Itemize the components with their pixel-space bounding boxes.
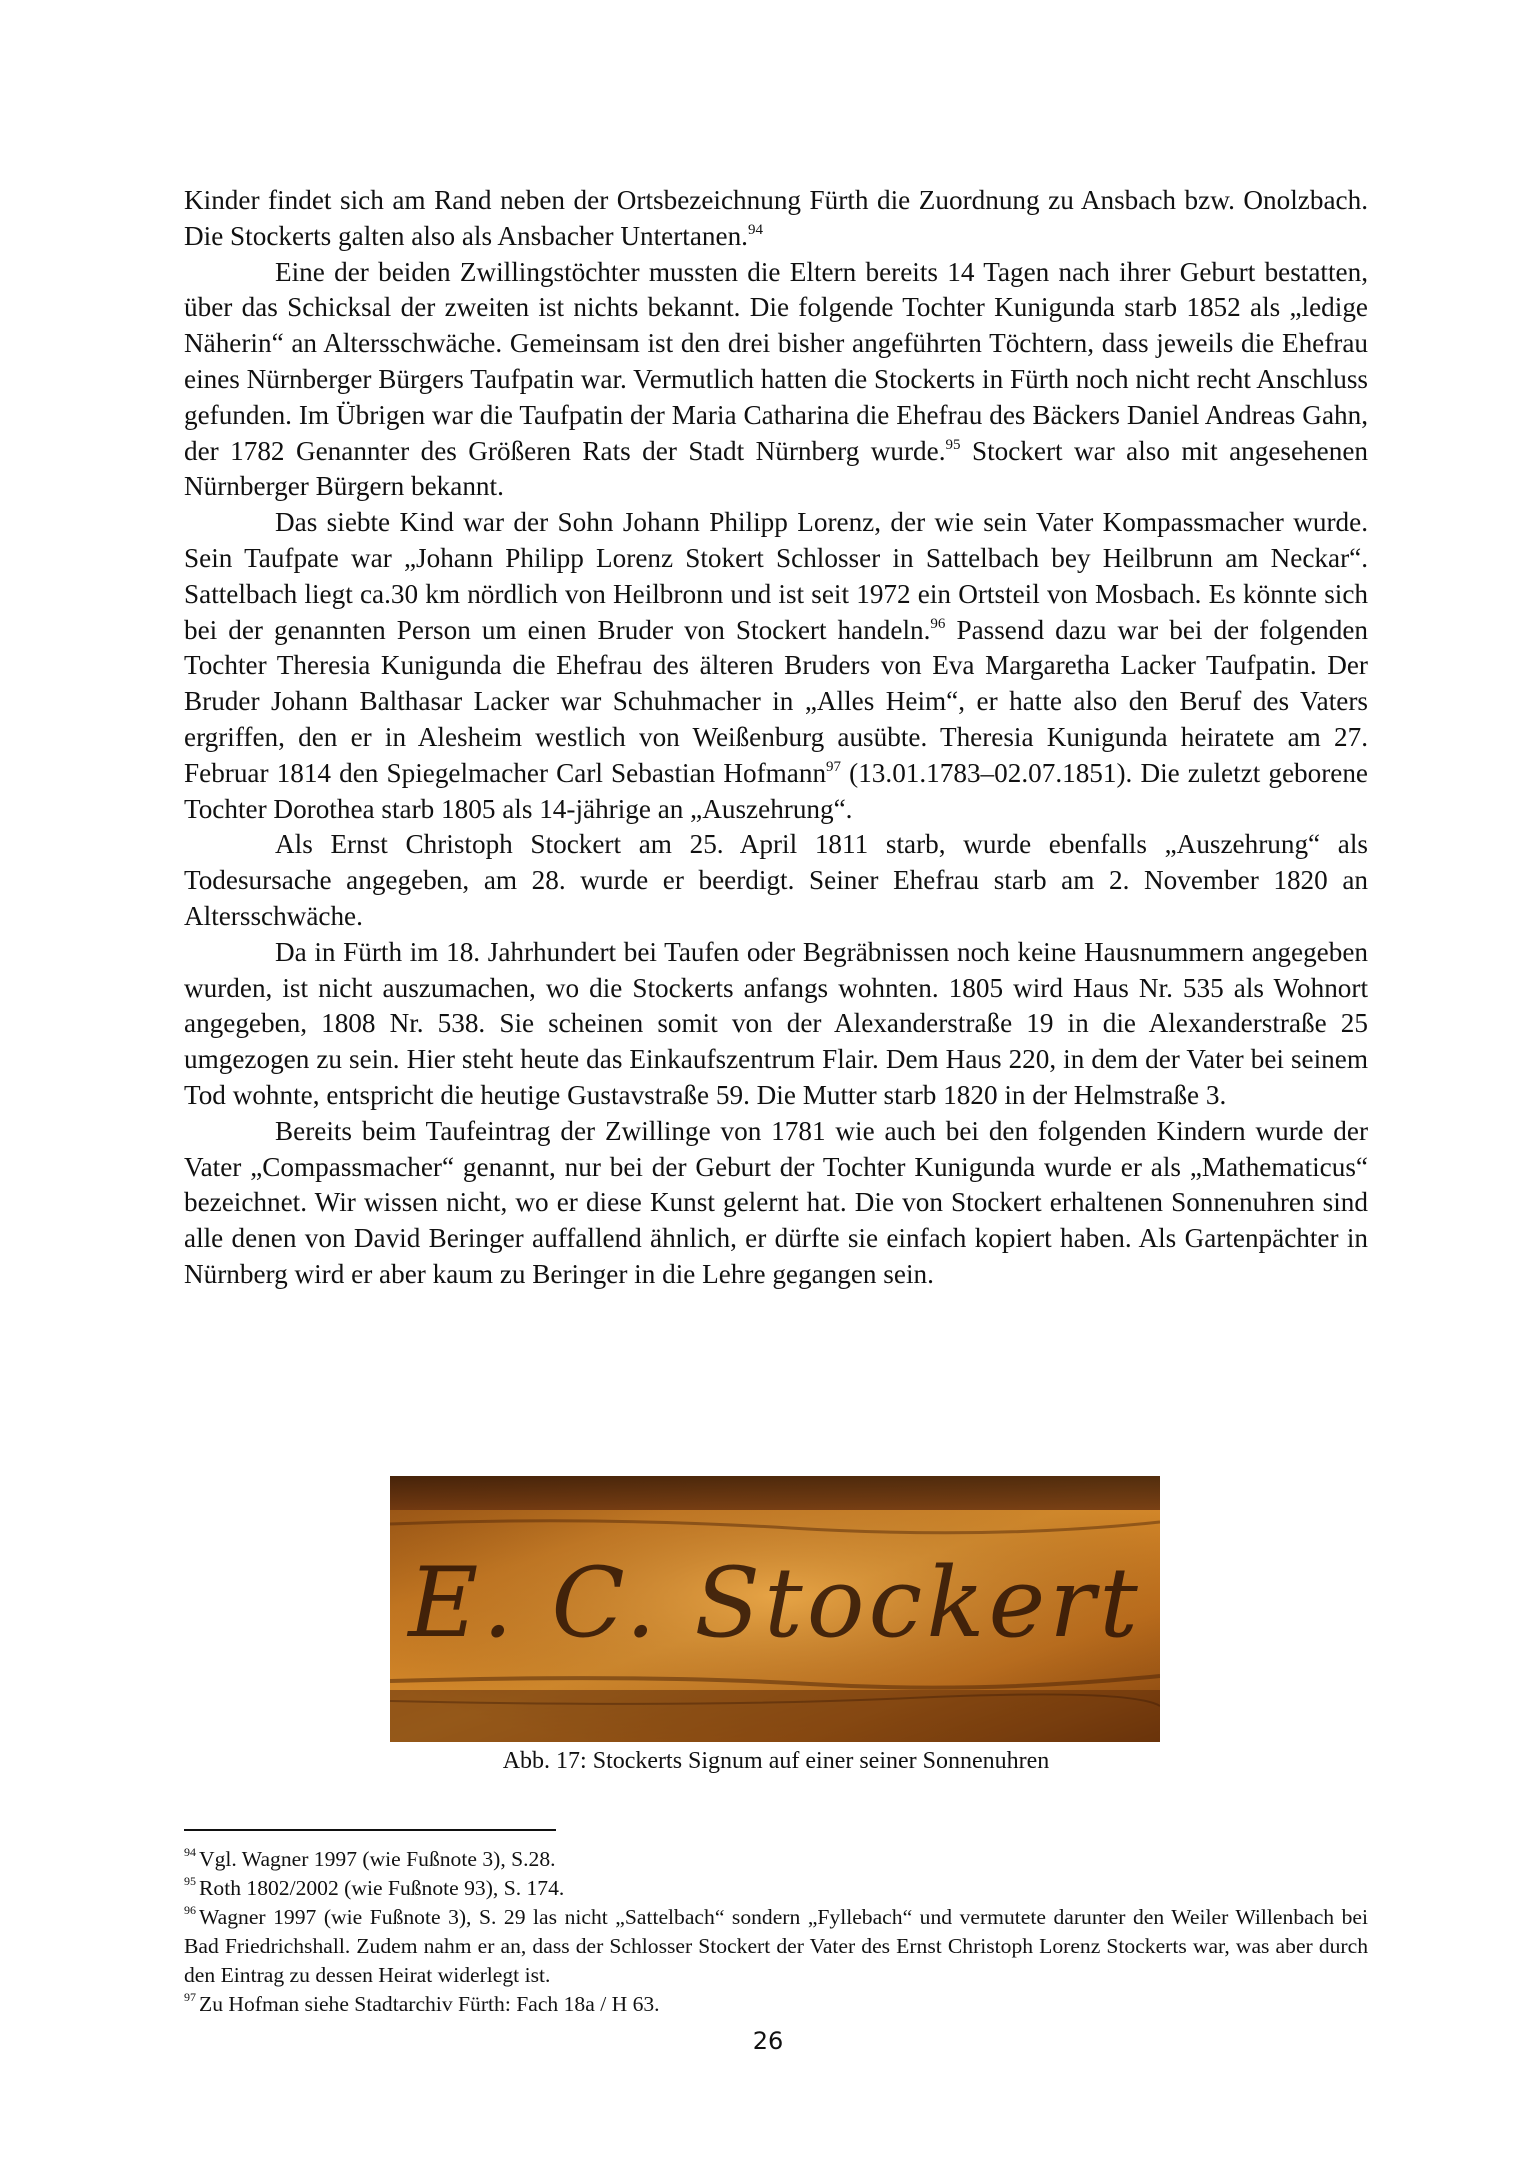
paragraph-text: Eine der beiden Zwillingstöchter mussten die Eltern bereits 14 Tagen nach ihrer Geburt bestatten, über das Schicksal der zweiten ist nichts bekannt. Die folgende Tochter Kunigunda starb 1852 als „ledige Näherin“ an Altersschwäche. Gemeinsam ist den drei bisher angeführten Töchtern, dass jeweils die Ehefrau eines Nürnberger Bürgers Taufpatin war. Vermutlich hatten die Stockerts in Fürth noch nicht recht Anschluss gefunden. Im Übrigen war die Taufpatin der Maria Catharina die Ehefrau des Bäckers Daniel Andreas Gahn, der 1782 Genannter des Größeren Rats der Stadt Nürnberg wurde.	[184, 256, 1368, 466]
paragraph	[184, 183, 1368, 255]
footnote-text: Vgl. Wagner 1997 (wie Fußnote 3), S.28.	[199, 1847, 556, 1871]
footnote-number: 96	[184, 1902, 196, 1917]
paragraph	[184, 827, 1368, 934]
footnotes	[184, 1845, 1368, 2019]
paragraph-text: Als Ernst Christoph Stockert am 25. April 1811 starb, wurde ebenfalls „Auszehrung“ als Todesursache angegeben, am 28. wurde er beerdigt. Seiner Ehefrau starb am 2. November 1820 an Altersschwäche.	[184, 829, 1368, 931]
footnote	[184, 1990, 1368, 2019]
footnote-text: Wagner 1997 (wie Fußnote 3), S. 29 las nicht „Sattelbach“ sondern „Fyllebach“ und vermutete darunter den Weiler Willenbach bei Bad Friedrichshall. Zudem nahm er an, dass der Schlosser Stockert der Vater des Ernst Christoph Lorenz Stockerts war, was aber durch den Eintrag zu dessen Heirat widerlegt ist.	[184, 1905, 1368, 1987]
paragraph-text: Stockert war also mit angesehenen Nürnberger Bürgern bekannt.	[184, 435, 1368, 502]
figure-caption: Abb. 17: Stockerts Signum auf einer seiner Sonnenuhren	[502, 1748, 1050, 1774]
page-number: 26	[752, 2027, 784, 2055]
footnote-ref[interactable]: 97	[826, 758, 842, 775]
paragraph-text: Kinder findet sich am Rand neben der Ortsbezeichnung Fürth die Zuordnung zu Ansbach bzw. Onolzbach. Die Stockerts galten also als Ansbacher Untertanen.	[184, 185, 1368, 251]
paragraph	[184, 1114, 1368, 1293]
footnote	[184, 1845, 1368, 1874]
paragraph-text: (13.01.1783–02.07.1851). Die zuletzt geborene Tochter Dorothea starb 1805 als 14-jährige an „Auszehrung“.	[184, 757, 1368, 824]
footnote-separator	[184, 1829, 556, 1831]
paragraph-text: Bereits beim Taufeintrag der Zwillinge von 1781 wie auch bei den folgenden Kindern wurde der Vater „Compassmacher“ genannt, nur bei der Geburt der Tochter Kunigunda wurde er als „Mathematicus“ bezeichnet. Wir wissen nicht, wo er diese Kunst gelernt hat. Die von Stockert erhaltenen Sonnenuhren sind alle denen von David Beringer auffallend ähnlich, er dürfte sie einfach kopiert haben. Als Gartenpächter in Nürnberg wird er aber kaum zu Beringer in die Lehre gegangen sein.	[184, 1115, 1368, 1289]
paragraph	[184, 505, 1368, 827]
paragraph	[184, 935, 1368, 1114]
footnote-ref[interactable]: 94	[747, 221, 763, 238]
engraved-signature: E. C. Stockert	[408, 1547, 1142, 1659]
footnote-text: Roth 1802/2002 (wie Fußnote 93), S. 174.	[199, 1876, 565, 1900]
footnote-ref[interactable]: 96	[930, 615, 946, 632]
footnote-text: Zu Hofman siehe Stadtarchiv Fürth: Fach 18a / H 63.	[199, 1992, 660, 2016]
paragraph-text: Das siebte Kind war der Sohn Johann Philipp Lorenz, der wie sein Vater Kompassmacher wurde. Sein Taufpate war „Johann Philipp Lorenz Stokert Schlosser in Sattelbach bey Heilbrunn am Neckar“. Sattelbach liegt ca.30 km nördlich von Heilbronn und ist seit 1972 ein Ortsteil von Mosbach. Es könnte sich bei der genannten Person um einen Bruder von Stockert handeln.	[184, 507, 1368, 645]
footnote-ref[interactable]: 95	[945, 436, 961, 453]
paragraph-text: Passend dazu war bei der folgenden Tochter Theresia Kunigunda die Ehefrau des älteren Bruders von Eva Margaretha Lacker Taufpatin. Der Bruder Johann Balthasar Lacker war Schuhmacher in „Alles Heim“, er hatte also den Beruf des Vaters ergriffen, den er in Alesheim westlich von Weißenburg ausübte. Theresia Kunigunda heiratete am 27. Februar 1814 den Spiegelmacher Carl Sebastian Hofmann	[184, 614, 1368, 788]
paragraph	[184, 255, 1368, 506]
body-text	[184, 183, 1368, 1293]
paragraph-text: Da in Fürth im 18. Jahrhundert bei Taufen oder Begräbnissen noch keine Hausnummern angegeben wurden, ist nicht auszumachen, wo die Stockerts anfangs wohnten. 1805 wird Haus Nr. 535 als Wohnort angegeben, 1808 Nr. 538. Sie scheinen somit von der Alexanderstraße 19 in die Alexanderstraße 25 umgezogen zu sein. Hier steht heute das Einkaufszentrum Flair. Dem Haus 220, in dem der Vater bei seinem Tod wohnte, entspricht die heutige Gustavstraße 59. Die Mutter starb 1820 in der Helmstraße 3.	[184, 936, 1368, 1110]
footnote	[184, 1903, 1368, 1990]
footnote-number: 94	[184, 1844, 196, 1859]
signature-photo	[390, 1476, 1160, 1742]
footnote-number: 95	[184, 1873, 196, 1888]
footnote-number: 97	[184, 1989, 196, 2004]
footnote	[184, 1874, 1368, 1903]
